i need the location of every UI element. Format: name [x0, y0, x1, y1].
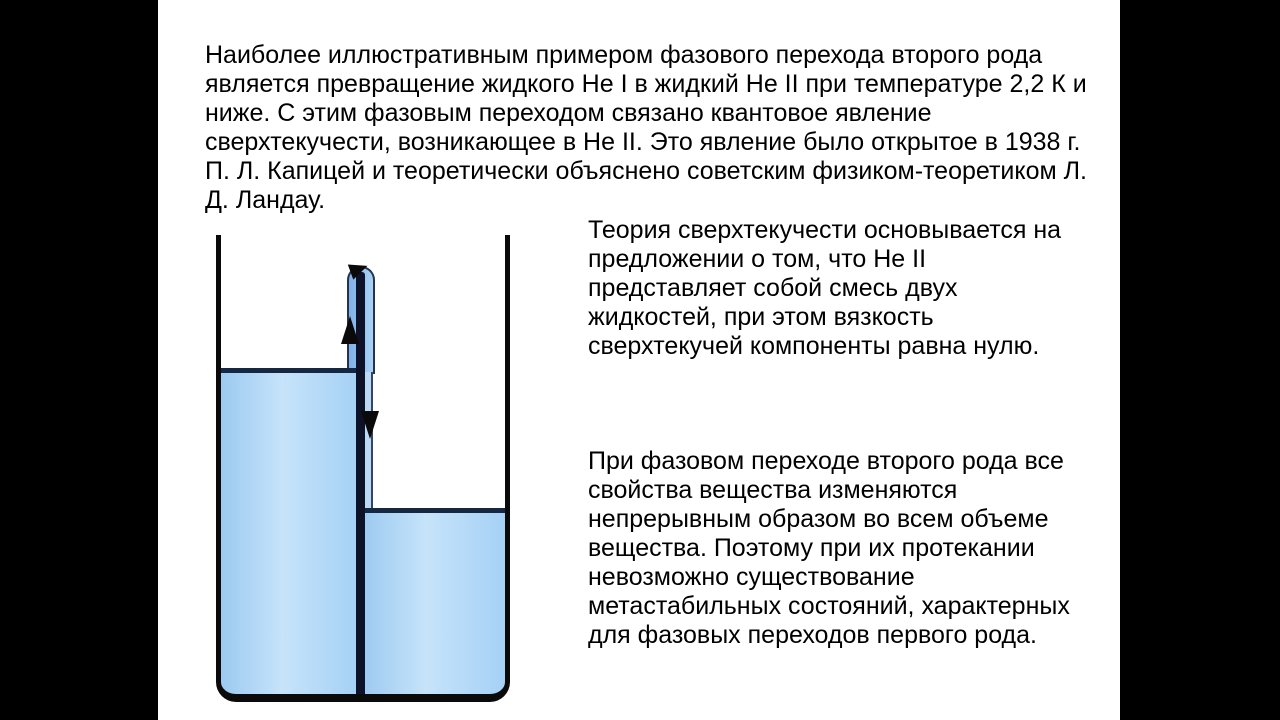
text-line: Теория сверхтекучести основывается на: [588, 216, 1062, 244]
text-line: непрерывным образом во всем объеме: [588, 505, 1049, 533]
letterbox-right: [1120, 0, 1280, 720]
text-line: предложении о том, что He II: [588, 245, 927, 273]
slide: [158, 0, 1120, 720]
inner-vessel-liquid: [362, 508, 505, 694]
text-line: невозможно существование: [588, 563, 915, 591]
letterbox-left: [0, 0, 158, 720]
theory-paragraph: [588, 216, 1062, 361]
intro-paragraph: [205, 41, 1115, 215]
text-line: Наиболее иллюстративным примером фазового перехода второго рода: [205, 41, 1043, 69]
outer-vessel-liquid: [221, 368, 358, 694]
text-line: При фазовом переходе второго рода все: [588, 447, 1064, 475]
text-line: жидкостей, при этом вязкость: [588, 303, 934, 331]
text-line: ниже. С этим фазовым переходом связано квантовое явление: [205, 99, 932, 127]
flow-up-arrow-icon: [341, 316, 359, 344]
text-line: вещества. Поэтому при их протекании: [588, 534, 1035, 562]
text-line: П. Л. Капицей и теоретически объяснено советским физиком-теоретиком Л.: [205, 157, 1087, 185]
text-line: сверхтекучей компоненты равна нулю.: [588, 332, 1040, 360]
superfluid-film-right-leg: [365, 372, 373, 510]
text-line: представляет собой смесь двух: [588, 274, 958, 302]
text-line: сверхтекучести, возникающее в He II. Это явление было открытое в 1938 г.: [205, 128, 1081, 156]
text-line: является превращение жидкого He I в жидкий He II при температуре 2,2 К и: [205, 70, 1087, 98]
transition-paragraph: [588, 447, 1070, 650]
text-line: Д. Ландау.: [205, 186, 326, 214]
text-line: метастабильных состояний, характерных: [588, 592, 1070, 620]
flow-down-arrow-icon: [361, 411, 379, 439]
text-line: свойства вещества изменяются: [588, 476, 958, 504]
text-line: для фазовых переходов первого рода.: [588, 621, 1037, 649]
